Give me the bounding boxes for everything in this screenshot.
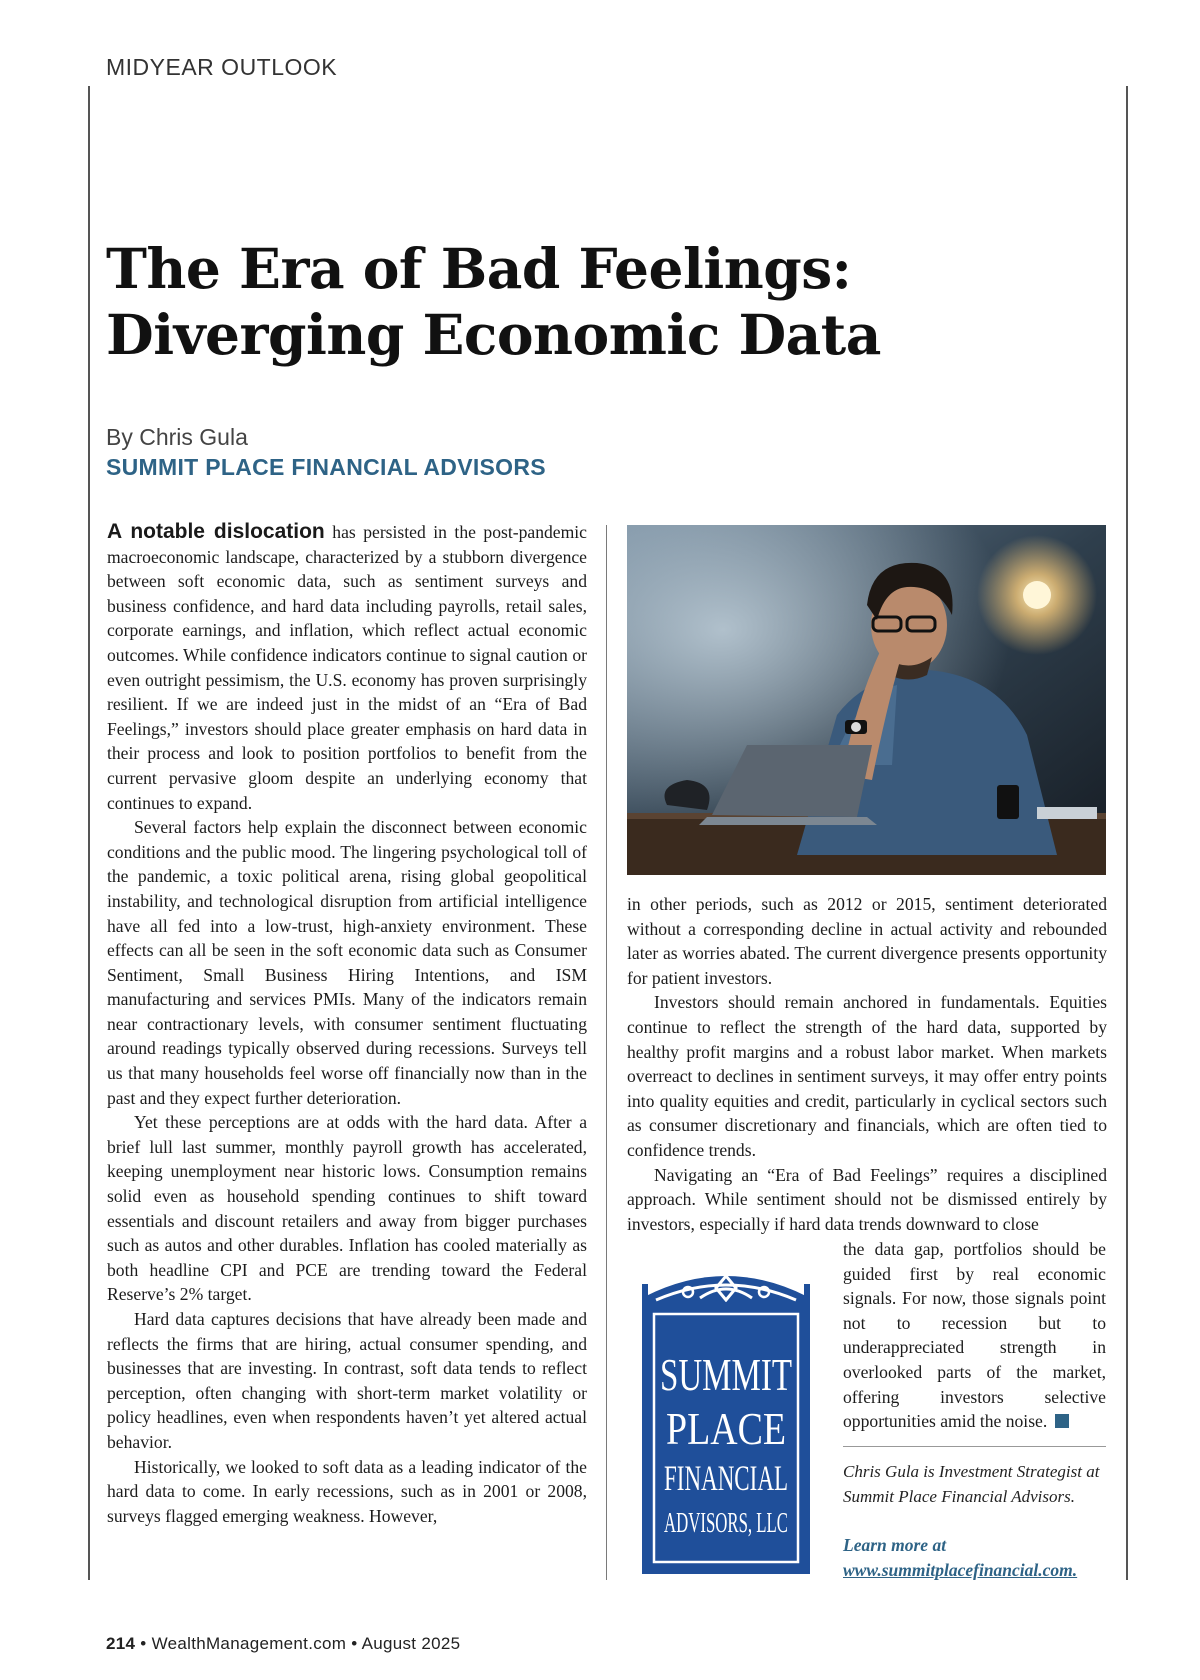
article-title — [106, 236, 881, 368]
column-divider — [606, 525, 607, 1580]
paragraph: Yet these perceptions are at odds with the hard data. After a brief lull last summer, monthly payroll growth has accelerated, keeping unemployment near historic lows. Consumption remains solid even as household spending continues to shift toward essentials and discount retailers and away from bigger purchases such as autos and other durables. Inflation has cooled materially as both headline CPI and PCE are trending toward the Federal Reserve’s 2% target. — [107, 1112, 587, 1305]
summit-place-logo-graphic — [640, 1262, 812, 1576]
footer-text: • WealthManagement.com • August 2025 — [140, 1634, 461, 1653]
logo-line-4: ADVISORS, LLC — [664, 1508, 788, 1539]
article-photo — [627, 525, 1106, 875]
firm-name: SUMMIT PLACE FINANCIAL ADVISORS — [106, 454, 546, 480]
title-line-2: Diverging Economic Data — [106, 302, 881, 367]
logo-line-1: SUMMIT — [660, 1349, 792, 1400]
end-mark-icon — [1055, 1414, 1069, 1428]
paragraph: Navigating an “Era of Bad Feelings” requires a disciplined approach. While sentiment should not be dismissed entirely by investors, especially if hard data trends downward to close — [627, 1164, 1107, 1234]
byline: By Chris Gula — [106, 424, 248, 450]
section-label: MIDYEAR OUTLOOK — [106, 54, 338, 80]
lead-in: A notable dislocation — [107, 520, 325, 543]
company-logo — [640, 1262, 812, 1576]
left-rule — [88, 86, 90, 1580]
logo-line-3: FINANCIAL — [664, 1458, 788, 1498]
closing-paragraph — [843, 1237, 1106, 1434]
title-line-1: The Era of Bad Feelings: — [106, 236, 852, 301]
paragraph: Hard data captures decisions that have already been made and reflects the firms that are hiring, actual consumer spending, and businesses that are investing. In contrast, soft data tends to reflect perception, often changing with short-term market volatility or policy headlines, even when respondents haven’t yet altered actual behavior. — [107, 1309, 587, 1452]
learn-more — [843, 1533, 1113, 1583]
logo-line-2: PLACE — [666, 1403, 786, 1454]
page-footer — [106, 1634, 460, 1654]
learn-more-label: Learn more at — [843, 1535, 947, 1555]
paragraph: the data gap, portfolios should be guided first by real economic signals. For now, those signals point not to recession but to underappreciated strength in overlooked parts of the market, offering investors selective opportunities amid the noise. — [843, 1239, 1106, 1432]
paragraph: Investors should remain anchored in fundamentals. Equities continue to reflect the strength of the hard data, supported by healthy profit margins and a robust labor market. When markets overreact to declines in sentiment surveys, it may offer entry points into quality equities and credit, particularly in cyclical sectors such as consumer discretionary and financials, which are often tied to confidence trends. — [627, 992, 1107, 1160]
right-rule — [1126, 86, 1128, 1580]
author-bio: Chris Gula is Investment Strategist at Summit Place Financial Advisors. — [843, 1462, 1100, 1506]
paragraph: Historically, we looked to soft data as a leading indicator of the hard data to come. In early recessions, such as in 2001 or 2008, surveys flagged emerging weakness. However, — [107, 1456, 587, 1526]
left-column — [107, 520, 587, 1528]
paragraph: in other periods, such as 2012 or 2015, sentiment deteriorated without a corresponding decline in actual activity and rebounded later as worries abated. The current divergence presents opportunity for patient investors. — [627, 894, 1107, 988]
website-link[interactable]: www.summitplacefinancial.com. — [843, 1560, 1078, 1580]
stressed-man-laptop-illustration — [627, 525, 1106, 875]
paragraph: Several factors help explain the disconnect between economic conditions and the public mood. The lingering psychological toll of the pandemic, a toxic political arena, rising global geopolitical instability, and technological disruption from artificial intelligence have all fed into a low-trust, high-anxiety environment. These effects can all be seen in the soft economic data such as Consumer Sentiment, Small Business Hiring Intentions, and ISM manufacturing and services PMIs. Many of the indicators remain near contractionary levels, with consumer sentiment fluctuating around readings typically observed during recessions. Surveys tell us that many households feel worse off financially now than in the past and they expect further deterioration. — [107, 817, 587, 1108]
bio-divider — [843, 1446, 1106, 1447]
page-number: 214 — [106, 1634, 136, 1653]
right-column — [627, 892, 1107, 1236]
paragraph: A notable dislocation has persisted in the post-pandemic macroeconomic landscape, characterized by a stubborn divergence between soft economic data, such as sentiment surveys and business confidence, and hard data including payrolls, retail sales, corporate earnings, and inflation, which reflect actual economic outcomes. While confidence indicators continue to signal caution or even outright pessimism, the U.S. economy has proven surprisingly resilient. If we are indeed just in the midst of an “Era of Bad Feelings,” investors should place greater emphasis on hard data in their process and look to position portfolios to benefit from the current pervasive gloom despite an underlying economy that continues to expand. — [107, 520, 587, 813]
